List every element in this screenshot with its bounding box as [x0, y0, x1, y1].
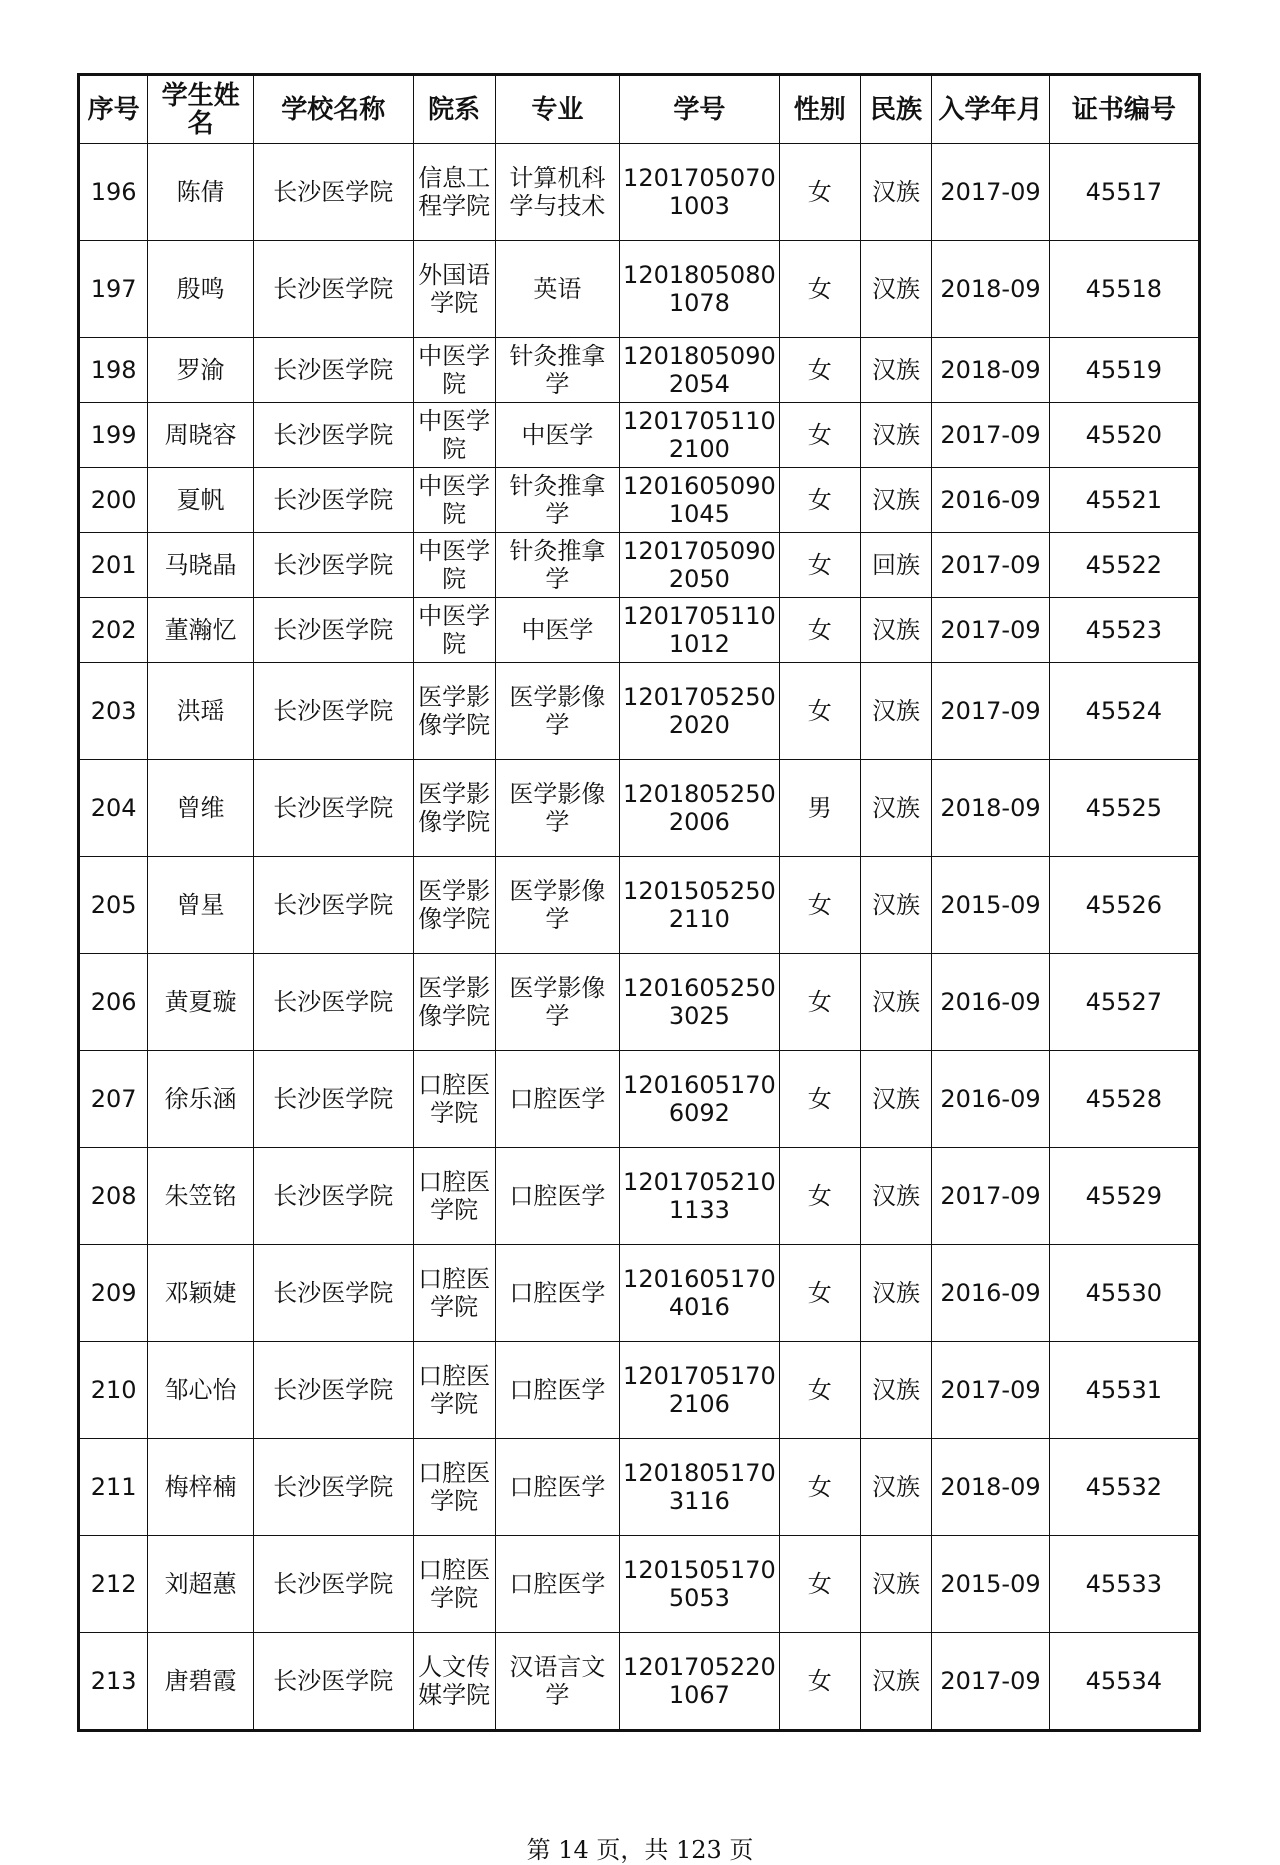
- cell-major: 口腔医学: [495, 1051, 619, 1148]
- cell-student-id: 12018050801078: [620, 241, 780, 338]
- cell-student-id: 12018050902054: [620, 338, 780, 403]
- table-row: [79, 1536, 1200, 1633]
- enrollment-table-container: [77, 73, 1201, 1732]
- page-footer: [0, 1830, 1280, 1865]
- cell-ethnicity: 汉族: [860, 954, 932, 1051]
- cell-index: 202: [79, 598, 148, 663]
- header-certificate-number: 证书编号: [1049, 75, 1199, 144]
- cell-major: 口腔医学: [495, 1439, 619, 1536]
- cell-certificate-number: 45517: [1049, 144, 1199, 241]
- cell-index: 197: [79, 241, 148, 338]
- student-certificate-table: [77, 73, 1201, 1732]
- cell-department: 口腔医学院: [413, 1051, 495, 1148]
- cell-school-name: 长沙医学院: [253, 857, 413, 954]
- header-gender: 性别: [779, 75, 860, 144]
- table-row: [79, 760, 1200, 857]
- table-row: [79, 468, 1200, 533]
- cell-certificate-number: 45519: [1049, 338, 1199, 403]
- cell-index: 208: [79, 1148, 148, 1245]
- cell-index: 206: [79, 954, 148, 1051]
- cell-gender: 女: [779, 1148, 860, 1245]
- cell-student-name: 殷鸣: [148, 241, 254, 338]
- cell-certificate-number: 45524: [1049, 663, 1199, 760]
- cell-ethnicity: 汉族: [860, 1536, 932, 1633]
- cell-student-id: 12017050701003: [620, 144, 780, 241]
- cell-index: 212: [79, 1536, 148, 1633]
- cell-certificate-number: 45529: [1049, 1148, 1199, 1245]
- cell-student-name: 黄夏璇: [148, 954, 254, 1051]
- cell-certificate-number: 45525: [1049, 760, 1199, 857]
- cell-ethnicity: 汉族: [860, 144, 932, 241]
- table-row: [79, 857, 1200, 954]
- cell-school-name: 长沙医学院: [253, 663, 413, 760]
- cell-index: 203: [79, 663, 148, 760]
- page-number-label: 第 14 页，共 123 页: [526, 1836, 754, 1864]
- cell-enrollment-date: 2015-09: [932, 857, 1049, 954]
- cell-certificate-number: 45531: [1049, 1342, 1199, 1439]
- cell-student-name: 陈倩: [148, 144, 254, 241]
- cell-department: 口腔医学院: [413, 1148, 495, 1245]
- table-row: [79, 144, 1200, 241]
- cell-ethnicity: 汉族: [860, 857, 932, 954]
- cell-student-id: 12017051702106: [620, 1342, 780, 1439]
- table-row: [79, 1342, 1200, 1439]
- cell-enrollment-date: 2017-09: [932, 1633, 1049, 1731]
- cell-enrollment-date: 2017-09: [932, 403, 1049, 468]
- header-student-name: 学生姓名: [148, 75, 254, 144]
- cell-school-name: 长沙医学院: [253, 144, 413, 241]
- cell-gender: 男: [779, 760, 860, 857]
- cell-student-id: 12018052502006: [620, 760, 780, 857]
- cell-ethnicity: 汉族: [860, 598, 932, 663]
- cell-department: 外国语学院: [413, 241, 495, 338]
- cell-index: 205: [79, 857, 148, 954]
- cell-index: 211: [79, 1439, 148, 1536]
- cell-gender: 女: [779, 144, 860, 241]
- cell-school-name: 长沙医学院: [253, 241, 413, 338]
- cell-school-name: 长沙医学院: [253, 1536, 413, 1633]
- cell-student-name: 梅梓楠: [148, 1439, 254, 1536]
- cell-student-name: 周晓容: [148, 403, 254, 468]
- cell-student-name: 朱笠铭: [148, 1148, 254, 1245]
- cell-certificate-number: 45533: [1049, 1536, 1199, 1633]
- cell-certificate-number: 45532: [1049, 1439, 1199, 1536]
- cell-index: 196: [79, 144, 148, 241]
- cell-gender: 女: [779, 1051, 860, 1148]
- table-row: [79, 241, 1200, 338]
- cell-certificate-number: 45523: [1049, 598, 1199, 663]
- cell-enrollment-date: 2017-09: [932, 144, 1049, 241]
- cell-student-name: 洪瑶: [148, 663, 254, 760]
- cell-enrollment-date: 2017-09: [932, 663, 1049, 760]
- cell-student-id: 12016051704016: [620, 1245, 780, 1342]
- cell-index: 207: [79, 1051, 148, 1148]
- cell-certificate-number: 45522: [1049, 533, 1199, 598]
- table-row: [79, 1633, 1200, 1731]
- header-student-id: 学号: [620, 75, 780, 144]
- cell-major: 针灸推拿学: [495, 533, 619, 598]
- cell-enrollment-date: 2015-09: [932, 1536, 1049, 1633]
- cell-enrollment-date: 2017-09: [932, 598, 1049, 663]
- cell-index: 200: [79, 468, 148, 533]
- table-row: [79, 533, 1200, 598]
- cell-department: 口腔医学院: [413, 1245, 495, 1342]
- cell-enrollment-date: 2016-09: [932, 468, 1049, 533]
- cell-student-name: 曾星: [148, 857, 254, 954]
- header-school-name: 学校名称: [253, 75, 413, 144]
- cell-student-id: 12017050902050: [620, 533, 780, 598]
- cell-gender: 女: [779, 1245, 860, 1342]
- cell-certificate-number: 45526: [1049, 857, 1199, 954]
- cell-student-id: 12017052101133: [620, 1148, 780, 1245]
- cell-student-name: 邓颖婕: [148, 1245, 254, 1342]
- cell-student-name: 马晓晶: [148, 533, 254, 598]
- cell-department: 中医学院: [413, 598, 495, 663]
- cell-gender: 女: [779, 954, 860, 1051]
- table-row: [79, 1439, 1200, 1536]
- cell-ethnicity: 汉族: [860, 1245, 932, 1342]
- cell-department: 医学影像学院: [413, 760, 495, 857]
- cell-major: 口腔医学: [495, 1148, 619, 1245]
- table-row: [79, 1148, 1200, 1245]
- cell-gender: 女: [779, 663, 860, 760]
- cell-major: 医学影像学: [495, 954, 619, 1051]
- cell-school-name: 长沙医学院: [253, 1342, 413, 1439]
- cell-school-name: 长沙医学院: [253, 1245, 413, 1342]
- cell-ethnicity: 汉族: [860, 241, 932, 338]
- cell-ethnicity: 回族: [860, 533, 932, 598]
- cell-gender: 女: [779, 1536, 860, 1633]
- cell-enrollment-date: 2018-09: [932, 338, 1049, 403]
- cell-major: 中医学: [495, 403, 619, 468]
- cell-department: 口腔医学院: [413, 1536, 495, 1633]
- cell-student-id: 12016050901045: [620, 468, 780, 533]
- cell-department: 口腔医学院: [413, 1342, 495, 1439]
- cell-student-id: 12018051703116: [620, 1439, 780, 1536]
- cell-certificate-number: 45534: [1049, 1633, 1199, 1731]
- cell-enrollment-date: 2017-09: [932, 1148, 1049, 1245]
- cell-school-name: 长沙医学院: [253, 598, 413, 663]
- cell-enrollment-date: 2017-09: [932, 533, 1049, 598]
- cell-major: 口腔医学: [495, 1536, 619, 1633]
- cell-student-name: 董瀚忆: [148, 598, 254, 663]
- cell-school-name: 长沙医学院: [253, 1148, 413, 1245]
- cell-ethnicity: 汉族: [860, 1342, 932, 1439]
- cell-student-id: 12015051705053: [620, 1536, 780, 1633]
- cell-department: 医学影像学院: [413, 663, 495, 760]
- cell-school-name: 长沙医学院: [253, 403, 413, 468]
- cell-certificate-number: 45527: [1049, 954, 1199, 1051]
- cell-major: 医学影像学: [495, 857, 619, 954]
- cell-major: 医学影像学: [495, 760, 619, 857]
- cell-index: 210: [79, 1342, 148, 1439]
- cell-gender: 女: [779, 598, 860, 663]
- cell-gender: 女: [779, 403, 860, 468]
- table-row: [79, 598, 1200, 663]
- cell-student-name: 徐乐涵: [148, 1051, 254, 1148]
- cell-certificate-number: 45530: [1049, 1245, 1199, 1342]
- header-enrollment-date: 入学年月: [932, 75, 1049, 144]
- cell-certificate-number: 45528: [1049, 1051, 1199, 1148]
- cell-department: 中医学院: [413, 403, 495, 468]
- header-ethnicity: 民族: [860, 75, 932, 144]
- table-row: [79, 403, 1200, 468]
- cell-student-id: 12016052503025: [620, 954, 780, 1051]
- cell-enrollment-date: 2018-09: [932, 1439, 1049, 1536]
- cell-gender: 女: [779, 468, 860, 533]
- cell-department: 人文传媒学院: [413, 1633, 495, 1731]
- cell-enrollment-date: 2017-09: [932, 1342, 1049, 1439]
- cell-ethnicity: 汉族: [860, 760, 932, 857]
- cell-student-id: 12016051706092: [620, 1051, 780, 1148]
- cell-gender: 女: [779, 338, 860, 403]
- table-row: [79, 663, 1200, 760]
- cell-student-name: 曾维: [148, 760, 254, 857]
- cell-major: 汉语言文学: [495, 1633, 619, 1731]
- table-row: [79, 1245, 1200, 1342]
- cell-department: 医学影像学院: [413, 954, 495, 1051]
- cell-school-name: 长沙医学院: [253, 533, 413, 598]
- cell-school-name: 长沙医学院: [253, 1633, 413, 1731]
- table-body: [79, 144, 1200, 1731]
- cell-major: 口腔医学: [495, 1245, 619, 1342]
- cell-certificate-number: 45521: [1049, 468, 1199, 533]
- cell-index: 213: [79, 1633, 148, 1731]
- cell-gender: 女: [779, 241, 860, 338]
- cell-major: 针灸推拿学: [495, 338, 619, 403]
- cell-enrollment-date: 2018-09: [932, 241, 1049, 338]
- cell-school-name: 长沙医学院: [253, 954, 413, 1051]
- table-row: [79, 338, 1200, 403]
- cell-student-name: 夏帆: [148, 468, 254, 533]
- cell-school-name: 长沙医学院: [253, 760, 413, 857]
- cell-certificate-number: 45520: [1049, 403, 1199, 468]
- cell-student-id: 12017051101012: [620, 598, 780, 663]
- cell-index: 209: [79, 1245, 148, 1342]
- cell-ethnicity: 汉族: [860, 1633, 932, 1731]
- cell-gender: 女: [779, 1633, 860, 1731]
- cell-ethnicity: 汉族: [860, 338, 932, 403]
- cell-major: 英语: [495, 241, 619, 338]
- table-row: [79, 954, 1200, 1051]
- cell-major: 计算机科学与技术: [495, 144, 619, 241]
- cell-student-id: 12017051102100: [620, 403, 780, 468]
- cell-gender: 女: [779, 1342, 860, 1439]
- cell-school-name: 长沙医学院: [253, 468, 413, 533]
- cell-major: 医学影像学: [495, 663, 619, 760]
- header-index: 序号: [79, 75, 148, 144]
- cell-certificate-number: 45518: [1049, 241, 1199, 338]
- table-header-row: [79, 75, 1200, 144]
- cell-department: 中医学院: [413, 468, 495, 533]
- cell-gender: 女: [779, 533, 860, 598]
- cell-gender: 女: [779, 857, 860, 954]
- cell-enrollment-date: 2016-09: [932, 954, 1049, 1051]
- cell-department: 中医学院: [413, 338, 495, 403]
- header-department: 院系: [413, 75, 495, 144]
- cell-gender: 女: [779, 1439, 860, 1536]
- cell-ethnicity: 汉族: [860, 468, 932, 533]
- cell-ethnicity: 汉族: [860, 1439, 932, 1536]
- cell-ethnicity: 汉族: [860, 663, 932, 760]
- cell-enrollment-date: 2016-09: [932, 1245, 1049, 1342]
- cell-school-name: 长沙医学院: [253, 1051, 413, 1148]
- cell-school-name: 长沙医学院: [253, 338, 413, 403]
- cell-student-id: 12015052502110: [620, 857, 780, 954]
- cell-ethnicity: 汉族: [860, 1148, 932, 1245]
- cell-major: 针灸推拿学: [495, 468, 619, 533]
- cell-student-id: 12017052201067: [620, 1633, 780, 1731]
- cell-ethnicity: 汉族: [860, 1051, 932, 1148]
- header-major: 专业: [495, 75, 619, 144]
- cell-department: 中医学院: [413, 533, 495, 598]
- cell-major: 口腔医学: [495, 1342, 619, 1439]
- cell-student-name: 刘超蕙: [148, 1536, 254, 1633]
- cell-school-name: 长沙医学院: [253, 1439, 413, 1536]
- cell-department: 口腔医学院: [413, 1439, 495, 1536]
- cell-student-name: 唐碧霞: [148, 1633, 254, 1731]
- cell-student-name: 罗渝: [148, 338, 254, 403]
- cell-major: 中医学: [495, 598, 619, 663]
- cell-index: 198: [79, 338, 148, 403]
- cell-index: 204: [79, 760, 148, 857]
- table-row: [79, 1051, 1200, 1148]
- cell-department: 医学影像学院: [413, 857, 495, 954]
- cell-department: 信息工程学院: [413, 144, 495, 241]
- cell-index: 201: [79, 533, 148, 598]
- cell-enrollment-date: 2018-09: [932, 760, 1049, 857]
- cell-student-name: 邹心怡: [148, 1342, 254, 1439]
- cell-student-id: 12017052502020: [620, 663, 780, 760]
- cell-ethnicity: 汉族: [860, 403, 932, 468]
- cell-index: 199: [79, 403, 148, 468]
- cell-enrollment-date: 2016-09: [932, 1051, 1049, 1148]
